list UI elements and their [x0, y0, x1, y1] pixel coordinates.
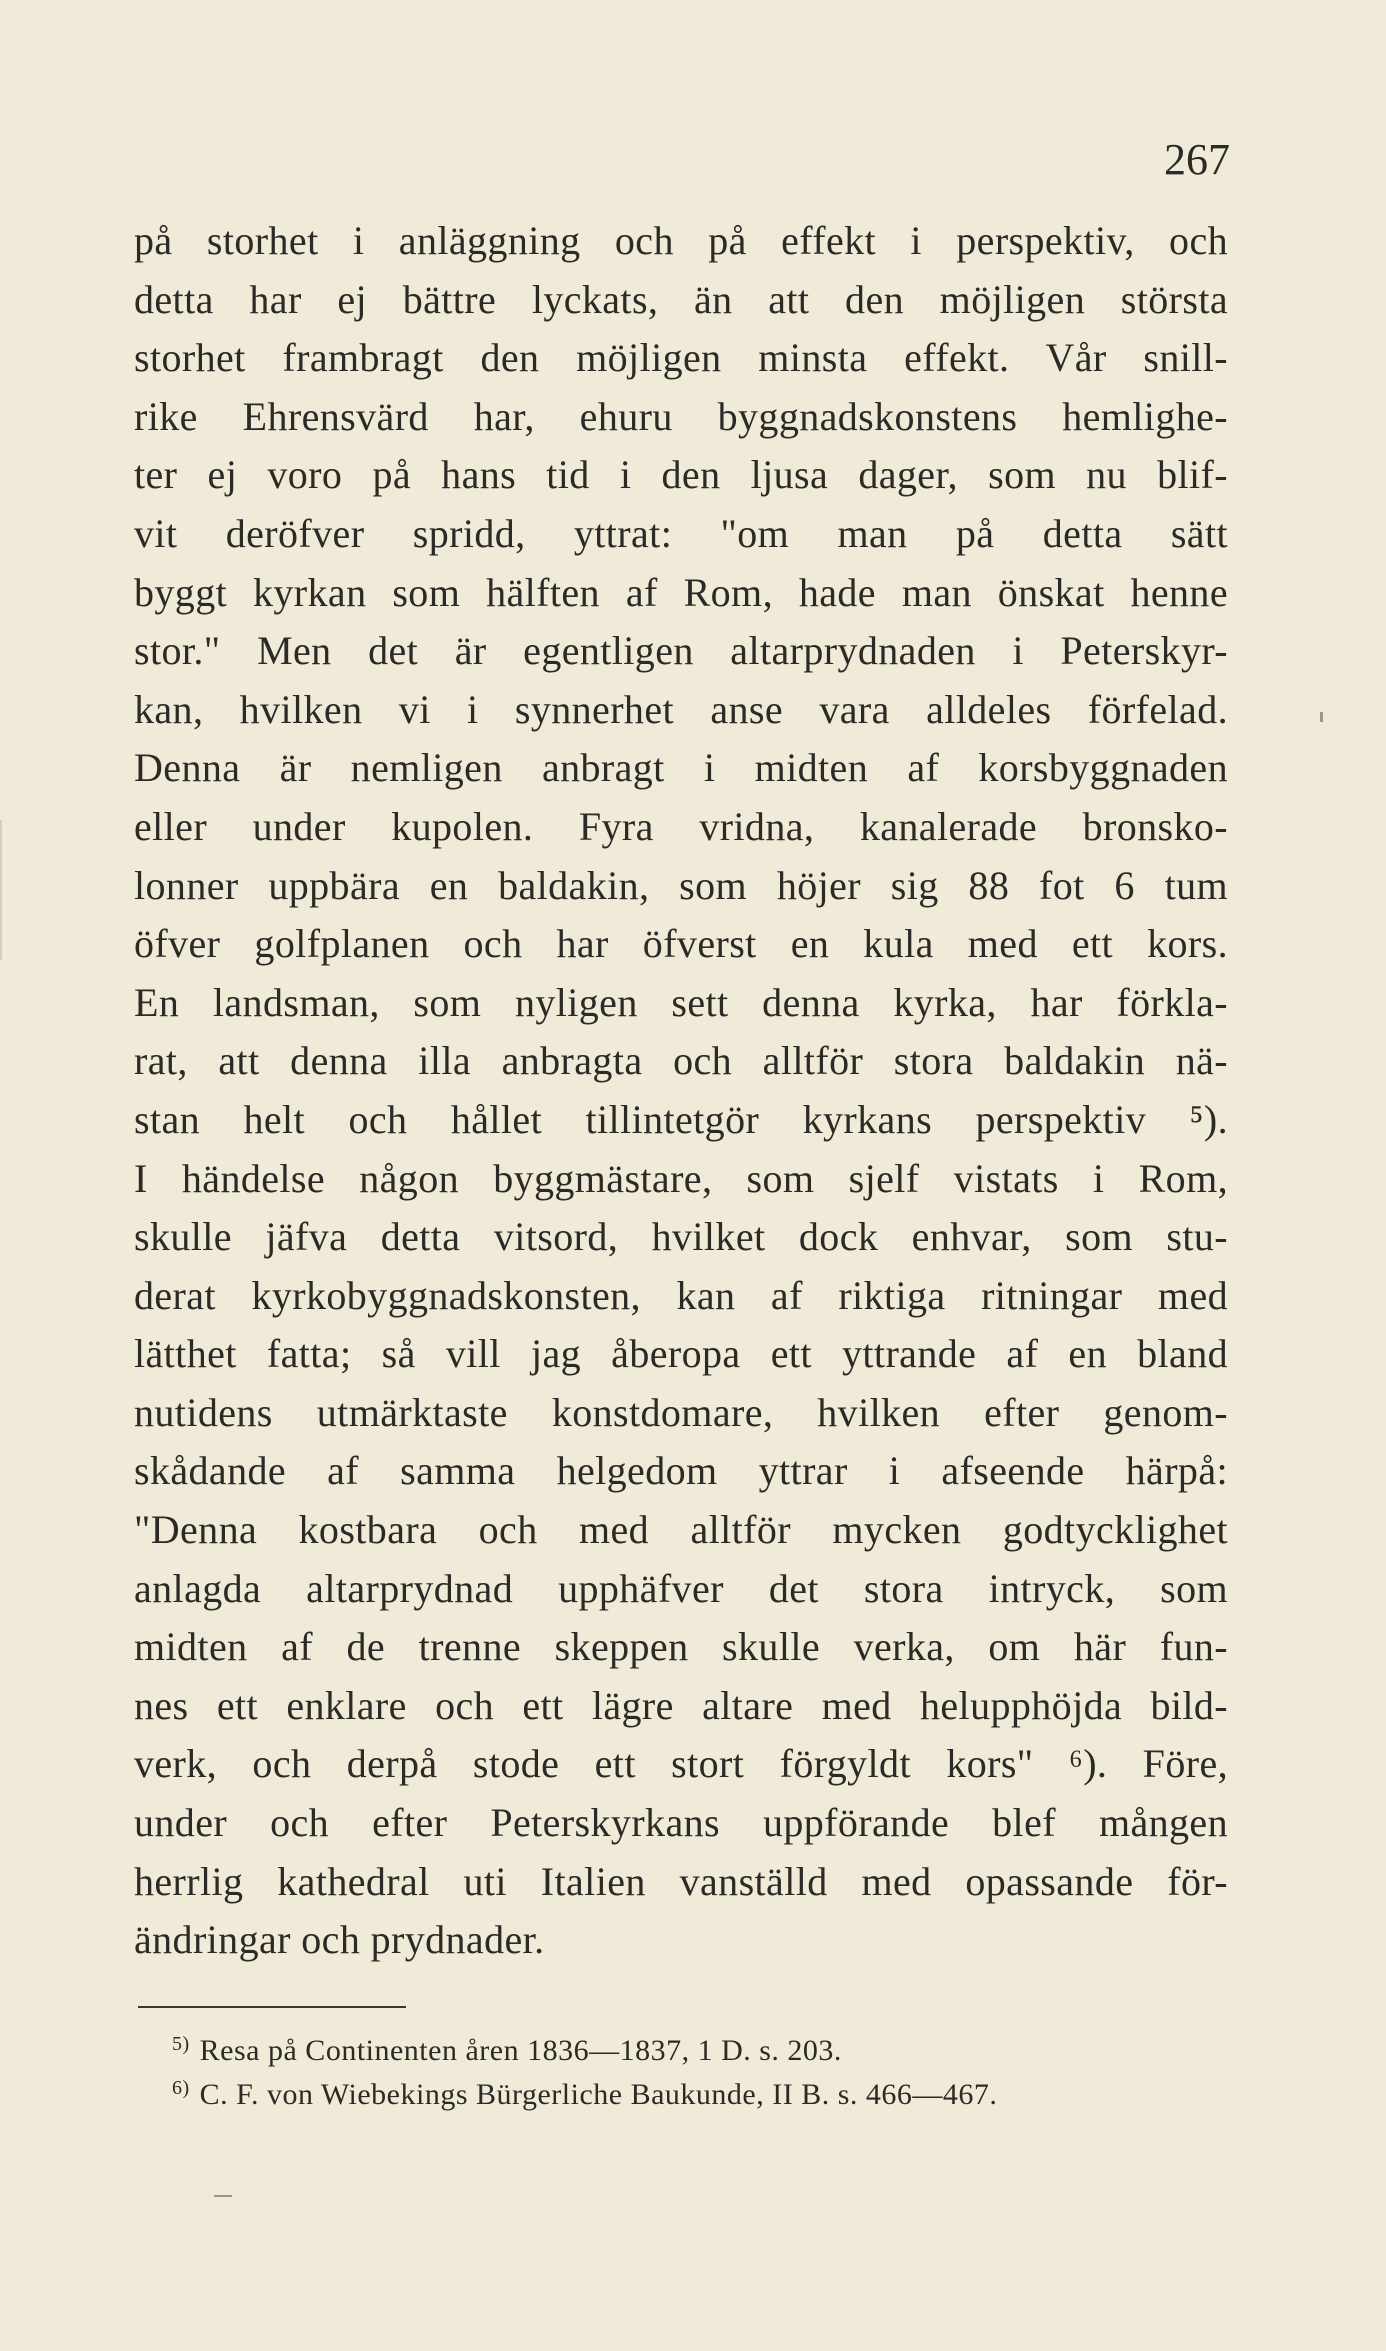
text-line: En landsman, som nyligen sett denna kyrka, har förkla- [134, 979, 1228, 1025]
text-line: stor." Men det är egentligen altarprydnaden i Peterskyr- [134, 628, 1228, 674]
footnote-text: C. F. von Wiebekings Bürgerliche Baukunde, II B. s. 466—467. [199, 2078, 998, 2111]
text-line: skulle jäfva detta vitsord, hvilket dock enhvar, som stu- [134, 1214, 1228, 1260]
paper-speck [1320, 712, 1323, 722]
text-line: midten af de trenne skeppen skulle verka, om här fun- [134, 1624, 1228, 1670]
text-line: I händelse någon byggmästare, som sjelf vistats i Rom, [134, 1155, 1228, 1201]
text-line: ter ej voro på hans tid i den ljusa dager, som nu blif- [134, 452, 1228, 498]
text-line: nutidens utmärktaste konstdomare, hvilken efter genom- [134, 1389, 1228, 1435]
text-line: derat kyrkobyggnadskonsten, kan af riktiga ritningar med [134, 1272, 1228, 1318]
footnote-ref: 5) [172, 2033, 190, 2055]
text-line: kan, hvilken vi i synnerhet anse vara alldeles förfelad. [134, 686, 1228, 732]
text-line: öfver golfplanen och har öfverst en kula med ett kors. [134, 921, 1228, 967]
page-number: 267 [1164, 135, 1230, 184]
text-line: skådande af samma helgedom yttrar i afseende härpå: [134, 1448, 1228, 1494]
footnote-ref: 6) [172, 2077, 190, 2099]
text-line: byggt kyrkan som hälften af Rom, hade man önskat henne [134, 569, 1228, 615]
text-line: stan helt och hållet tillintetgör kyrkans perspektiv ⁵). [134, 1096, 1228, 1142]
footnotes [172, 2022, 1232, 2110]
text-line: eller under kupolen. Fyra vridna, kanalerade bronsko- [134, 803, 1228, 849]
text-line: vit deröfver spridd, yttrat: "om man på detta sätt [134, 510, 1228, 556]
text-line: under och efter Peterskyrkans uppförande blef mången [134, 1800, 1228, 1846]
footnote [172, 2066, 1232, 2110]
footnote-text: Resa på Continenten åren 1836—1837, 1 D. s. 203. [199, 2034, 842, 2067]
text-line: lätthet fatta; så vill jag åberopa ett yttrande af en bland [134, 1331, 1228, 1377]
text-line: lonner uppbära en baldakin, som höjer sig 88 fot 6 tum [134, 862, 1228, 908]
text-line: rike Ehrensvärd har, ehuru byggnadskonstens hemlighe- [134, 393, 1228, 439]
text-line: ändringar och prydnader. [134, 1917, 545, 1963]
paper-speck [0, 820, 2, 960]
text-line: på storhet i anläggning och på effekt i perspektiv, och [134, 218, 1228, 263]
footnote [172, 2022, 1232, 2066]
text-line: herrlig kathedral uti Italien vanställd med opassande för- [134, 1858, 1228, 1904]
text-line: nes ett enklare och ett lägre altare med helupphöjda bild- [134, 1682, 1228, 1728]
body-text [134, 212, 1228, 1970]
text-line: anlagda altarprydnad upphäfver det stora intryck, som [134, 1565, 1228, 1611]
text-line: "Denna kostbara och med alltför mycken godtycklighet [134, 1507, 1228, 1553]
text-line: Denna är nemligen anbragt i midten af korsbyggnaden [134, 745, 1228, 791]
text-line: detta har ej bättre lyckats, än att den möjligen största [134, 276, 1228, 322]
paper-speck [214, 2195, 232, 2197]
text-line: storhet frambragt den möjligen minsta effekt. Vår snill- [134, 335, 1228, 381]
text-line: rat, att denna illa anbragta och alltför stora baldakin nä- [134, 1038, 1228, 1084]
footnote-divider [138, 2006, 406, 2008]
text-line: verk, och derpå stode ett stort förgyldt kors" ⁶). Före, [134, 1741, 1228, 1787]
